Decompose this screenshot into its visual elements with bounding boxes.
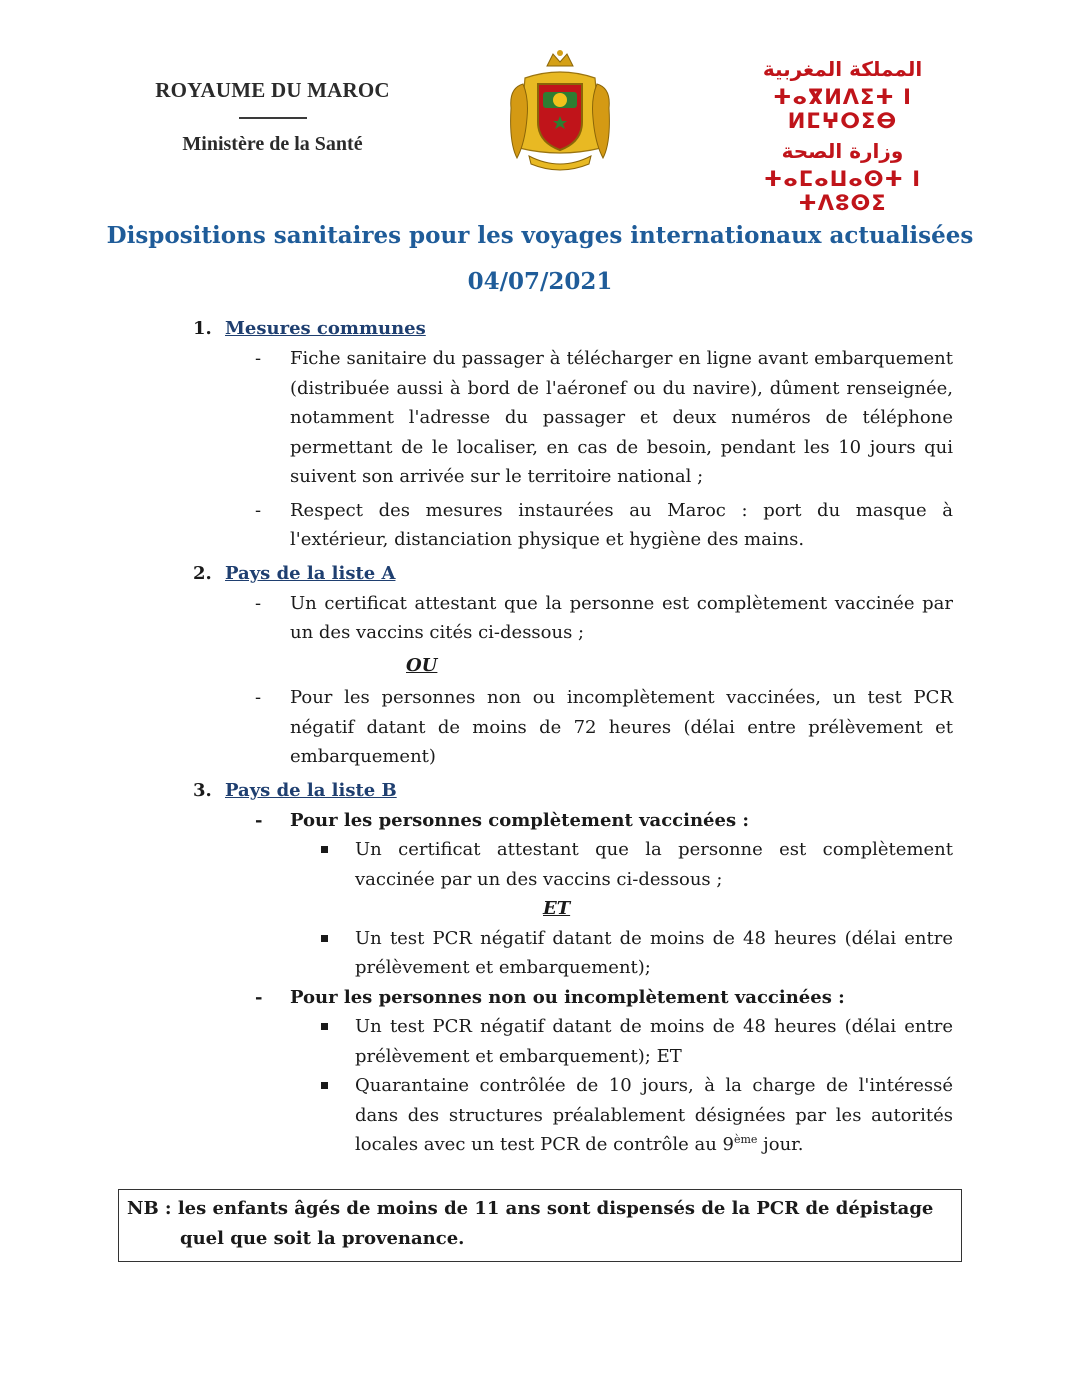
list-item-text: Respect des mesures instaurées au Maroc : port du masque à l'extérieur, distanciation physique et hygiène des mains. — [290, 499, 953, 550]
list-item — [193, 344, 953, 492]
coat-of-arms-icon — [505, 48, 615, 176]
ministry-name-fr: Ministère de la Santé — [182, 133, 363, 155]
header-divider — [239, 117, 307, 119]
list-item-text: Fiche sanitaire du passager à télécharger en ligne avant embarquement (distribuée aussi à bord de l'aéronef ou du navire), dûment renseignée, notamment l'adresse du passager et deux numéros de téléphone permettant de le localiser, en cas de besoin, pendant les 10 jours qui suivent son arrivée sur le territoire national ; — [290, 348, 953, 487]
list-item — [193, 683, 953, 772]
bullet-item-text — [355, 1075, 953, 1155]
superscript-ordinal: ème — [733, 1133, 758, 1146]
document-title: Dispositions sanitaires pour les voyages internationaux actualisées — [106, 222, 974, 249]
square-bullet-icon — [321, 1082, 328, 1089]
dash-marker: - — [255, 986, 263, 1008]
section-number: 1. — [193, 318, 212, 339]
bullet-text-end: jour. — [757, 1134, 804, 1155]
bullet-item — [193, 1071, 953, 1160]
dash-marker: - — [255, 499, 262, 521]
bullet-item-text: Un test PCR négatif datant de moins de 48 heures (délai entre prélèvement et embarquement); — [355, 927, 953, 978]
nb-note-line2: quel que soit la provenance. — [180, 1228, 465, 1249]
dash-marker: - — [255, 687, 262, 708]
bullet-item — [193, 924, 953, 983]
dash-marker: - — [255, 348, 262, 369]
section-label: Pays de la liste A — [225, 562, 396, 584]
bullet-item — [193, 835, 953, 894]
square-bullet-icon — [321, 935, 328, 942]
square-bullet-icon — [321, 1023, 328, 1030]
section-heading — [193, 314, 953, 344]
list-item — [193, 496, 953, 555]
bullet-item-text: Un certificat attestant que la personne est complètement vaccinée par un des vaccins ci-dessous ; — [355, 839, 953, 890]
ministry-name-tz: ⵜⴰⵎⴰⵡⴰⵙⵜ ⵏ ⵜⴷⵓⵙⵉ — [763, 167, 922, 215]
document-date: 04/07/2021 — [467, 268, 613, 295]
nb-note-line1: NB : les enfants âgés de moins de 11 ans sont dispensés de la PCR de dépistage — [127, 1198, 934, 1219]
bullet-text-main: Quarantaine contrôlée de 10 jours, à la charge de l'intéressé dans des structures préalablement désignées par les autorités locales avec un test PCR de contrôle au 9 — [355, 1075, 953, 1155]
list-item — [193, 589, 953, 648]
group-heading — [193, 983, 953, 1013]
bullet-item-text: Un test PCR négatif datant de moins de 48 heures (délai entre prélèvement et embarquement); ET — [355, 1016, 953, 1067]
list-item-text: Un certificat attestant que la personne est complètement vaccinée par un des vaccins cités ci-dessous ; — [290, 592, 953, 643]
nb-note-box — [118, 1189, 962, 1262]
group-heading-text: Pour les personnes complètement vaccinées : — [290, 809, 750, 831]
connector-et: ET — [543, 898, 571, 919]
group-heading-text: Pour les personnes non ou incomplètement vaccinées : — [290, 986, 845, 1008]
kingdom-name-fr: ROYAUME DU MAROC — [155, 78, 390, 102]
section-number: 2. — [193, 562, 212, 584]
bullet-item — [193, 1012, 953, 1071]
kingdom-name-ar: المملكة المغربية — [762, 57, 923, 81]
section-number: 3. — [193, 779, 212, 801]
section-heading — [193, 776, 953, 806]
header-right — [735, 55, 950, 221]
kingdom-name-tz: ⵜⴰⴳⵍⴷⵉⵜ ⵏ ⵍⵎⵖⵔⵉⴱ — [773, 85, 912, 133]
section-label: Pays de la liste B — [225, 779, 397, 801]
header-left — [150, 78, 395, 156]
document-body — [193, 314, 953, 1160]
section-heading — [193, 559, 953, 589]
dash-marker: - — [255, 809, 263, 831]
connector-ou: OU — [406, 654, 438, 676]
list-item-text: Pour les personnes non ou incomplètement vaccinées, un test PCR négatif datant de moins de 72 heures (délai entre prélèvement et embarquement) — [290, 687, 953, 767]
dash-marker: - — [255, 592, 262, 614]
group-heading — [193, 806, 953, 836]
square-bullet-icon — [321, 846, 328, 853]
section-label: Mesures communes — [225, 318, 426, 339]
ministry-name-ar: وزارة الصحة — [781, 139, 904, 163]
